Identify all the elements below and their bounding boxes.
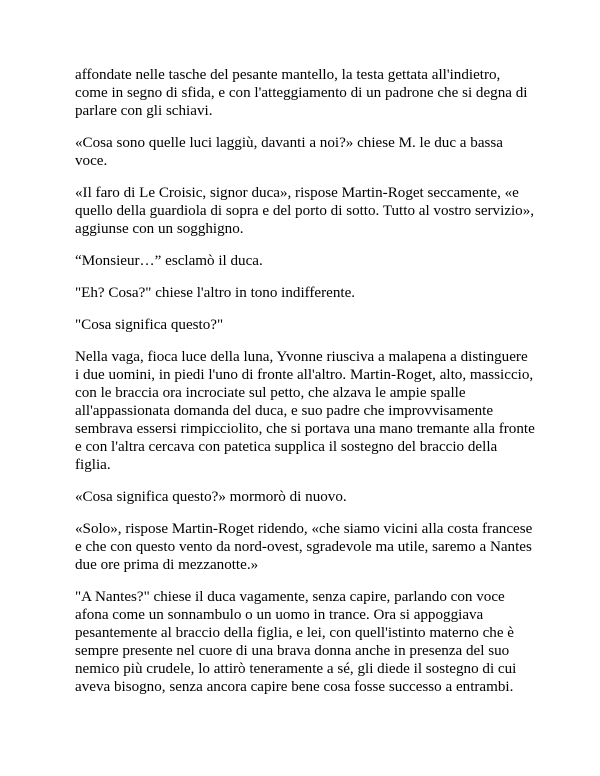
paragraph: "Eh? Cosa?" chiese l'altro in tono indifferente.: [75, 285, 356, 301]
paragraph: «Cosa significa questo?» mormorò di nuovo.: [75, 489, 347, 505]
paragraph: «Il faro di Le Croisic, signor duca», rispose Martin-Roget seccamente, «e quello della guardiola di sopra e del porto di sotto. Tutto al vostro servizio», aggiunse con un sogghigno.: [75, 185, 535, 237]
paragraph: "A Nantes?" chiese il duca vagamente, senza capire, parlando con voce afona come un sonnambulo o un uomo in trance. Ora si appoggiava pesantemente al braccio della figlia, e lei, con quell'istinto materno che è sempre presente nel cuore di una brava donna anche in presenza del suo nemico più crudele, lo attirò teneramente a sé, gli diede il sostegno di cui aveva bisogno, senza ancora capire bene cosa fosse successo a entrambi.: [75, 589, 517, 695]
paragraph: affondate nelle tasche del pesante mantello, la testa gettata all'indietro, come in segno di sfida, e con l'atteggiamento di un padrone che si degna di parlare con gli schiavi.: [75, 67, 528, 119]
paragraph: "Cosa significa questo?": [75, 317, 224, 333]
document-page: [75, 66, 535, 710]
paragraph: «Cosa sono quelle luci laggiù, davanti a noi?» chiese M. le duc a bassa voce.: [75, 135, 503, 169]
paragraph: “Monsieur…” esclamò il duca.: [75, 253, 263, 269]
paragraph: «Solo», rispose Martin-Roget ridendo, «che siamo vicini alla costa francese e che con questo vento da nord-ovest, sgradevole ma utile, saremo a Nantes due ore prima di mezzanotte.»: [75, 521, 533, 573]
paragraph: Nella vaga, fioca luce della luna, Yvonne riusciva a malapena a distinguere i due uomini, in piedi l'uno di fronte all'altro. Martin-Roget, alto, massiccio, con le braccia ora incrociate sul petto, che alzava le ampie spalle all'appassionata domanda del duca, e suo padre che improvvisamente sembrava essersi rimpicciolito, che si portava una mano tremante alla fronte e con l'altra cercava con patetica supplica il sostegno del braccio della figlia.: [75, 349, 535, 473]
